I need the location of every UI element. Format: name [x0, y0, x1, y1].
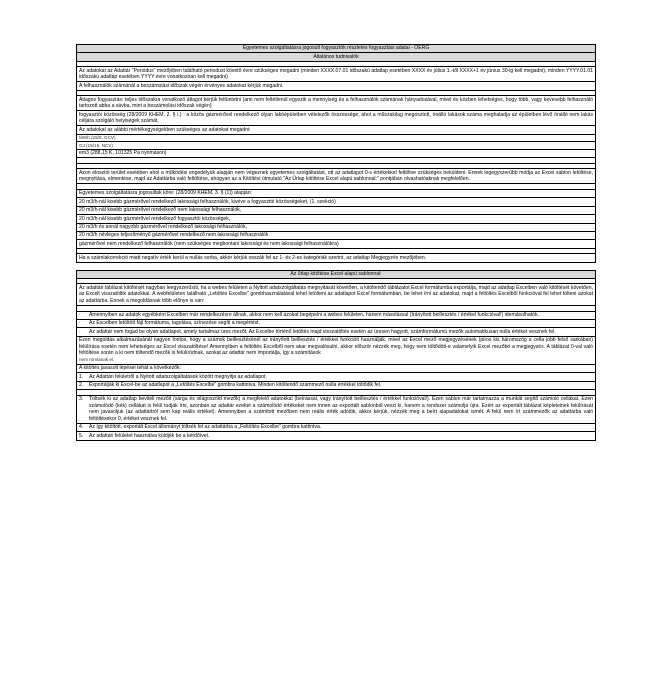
- users-count-text: A felhasználók számánál a beszámolási időszak végén érvényes adatokat kérjük megadni.: [77, 82, 595, 90]
- negative-value-text: Ha a számlakorrekció miatt negatív érték kerül a nullás sorba, akkor kérjük osszák fel az 1- és 2-es kategóriák szerint, az adatlap Megjegyzés mezőjében.: [79, 254, 427, 261]
- eligible-category: 20 m3/h-nál kisebb gázmérővel rendelkező lakossági felhasználók, kivéve a fogyasztói közösségeket, (1. szekció): [77, 198, 595, 206]
- average-consumption-text: Átlagos fogyasztás: teljes időszakra vonatkozó átlagot kérjük feltüntetni (ami nem feltétlenül egyezik a mennyiség és a felhasználók számának hányadosával, mivel év közben lehetséges, hogy több, vagy kevesebb felhasználó tartozott abba a sávba, mint a beszámolási időszak végén): [79, 96, 593, 110]
- advantage-item: · Az adattár nem fogad be olyan adatlapot, amely tartalmaz üres mezőt. Az Excelbe történő letöltés majd visszatöltés esetén az üresen hagyott, számformátumú mezők automatikusan nulla értéket vesznek fel.: [77, 328, 595, 336]
- instruction-sheet: [76, 44, 596, 448]
- excel-intro-text: Az adattári táblázat kitöltését nagyban leegyszerűsíti, ha a webes felületen a Nyitott adatszolgáltatás megnyitását követően, a kitöltendő táblázatot Excel formátumba exportálja, majd az adatlap Excelben való kitöltését követően, az Excelt visszatöltik adatokkal. A webfelületen található „Letöltés Excelbe" gombhasználatával lehet letölteni az adatlapot Excel formátumban, be lehet írni az adatokat, majd a feltöltés Excelből funkcióval fel lehet tölteni azokat az adattárba. Ennek a megoldásnak több előnye is van:: [79, 284, 593, 305]
- table-title: Az űrlap kitöltése Excel alapú sablonnal:: [77, 271, 595, 279]
- units-intro-text: Az adatokat az alábbi mértékegységekben szükséges az adatokat megadni:: [77, 126, 595, 134]
- eligible-category: 20 m3/h és annál nagyobb gázmérővel rendelkező lakossági felhasználók,: [77, 224, 595, 232]
- eligible-intro-text: Egyetemes szolgáltatásra jogosultak köre: (28/2009 KHEM, 3. § (1)) alapján:: [77, 190, 595, 198]
- step-item: 5. Az adattári felületet használva küldjék be a kérdőívet.: [79, 432, 210, 439]
- distribution-area-text: Azon elosztói terület esetében ahol a működési engedélyük alapján nem végeznek egyetemes szolgáltatást, ott az adatlapot 0-s értékekkel feltöltve szükséges beküldeni. Ennek legegyszerűbb módja az Excel sablon letöltése, megnyitása, elmentése, majd az Adattárba való feltöltése, ahogyan az a Kitöltési útmutató "Az Űrlap kitöltése Excel alapú sablonnal:" pontjában olvashatóaknak megfelelően.: [79, 169, 593, 183]
- advantage-item: · Az Excelben letöltött fájl formátuma, tagolása, színezése segíti a megértést.: [77, 320, 595, 328]
- paste-warning-text: Ezen megoldás alkalmazásánál nagyon fontos, hogy a számok beillesztésénél az irányított beillesztés / értékkel funkcióit használják, mivel az Excel mező megjegyzésének (piros kis háromszög a cella jobb felső sarkában) felülírása esetén nem lehetséges az Excel visszatöltése! Amennyiben a feltöltés Excelből nem akar megvalósulni, akkor először nézzék meg, hogy nem töltődött-e valamelyik Excel mezőbó a megjegyzés. A táblázat 0-val való feltöltése során a ki nem töltendő mezők is felülíródnak, azokat az adattár nem importálja, így a számítások nem romlanak el.: [77, 337, 595, 365]
- unit-item: em3 (288,15 K, 101325 Pa nyomáson): [77, 150, 595, 158]
- unit-item: MWh (25/0, GCV): [77, 135, 595, 143]
- step-item: 1. Az Adattári felületről a Nyitott adatszolgáltatások között megnyitja az adatlapot.: [77, 373, 595, 381]
- step-item: 4. Az így kitöltött, exportált Excel állományt töltsék fel az adattárba a „Feltöltés Excelbe" gombra kattintva.: [77, 424, 595, 432]
- step-item: 2. Exportálják ki Excel-be az adatlapot a „Letöltés Excelbe" gombra kattintva. Minden kitöltendő számmező nulla értékkel töltődik fel.: [77, 382, 595, 390]
- excel-template-table: [76, 270, 596, 441]
- steps-intro-text: A kitöltés javasolt lépései tehát a következők:: [77, 365, 595, 373]
- general-info-table: [76, 44, 596, 263]
- consumer-community-text: fogyasztói közösség (28/2009 KHEM, 2. § i.) : a közös gázmérővel rendelkező olyan lakóépületben vételezők összessége, ahol a műszakilag megosztott, önálló lakások száma meghaladja az épületben lévő önálló nem lakás céljára szolgáló helyiségek számát,: [79, 111, 593, 125]
- eligible-category: gázmérővel nem rendelkező felhasználók (nem szükséges megbontani lakossági és nem lakossági felhasználókra): [77, 240, 595, 248]
- eligible-category: 20 m3/h-nál kisebb gázmérővel rendelkező nem lakossági felhasználók,: [77, 207, 595, 215]
- period-text: Az adatokat az Adattár "Periódus" mezőjében található periodust követő évre szükséges megadni (minden XXXX.07.01 időszakú adatlap esetében XXXX év július 1.-től XXXX+1 év június 30-ig kell megadni), minden YYYY.01.01 időszakú adatlap esetében YYYY évre vonatkozóan kell megadni): [79, 67, 593, 81]
- step-item: 3. Töltsék ki az adatlap beviteli mezőit (sárga és világoszöld mezők) a megfelelő adatokkal (beírással, vagy Irányított beillesztés / értékkel funkcióval!). Ezen sablon már tartalmazza a munkát segítő számoló cellákat. Ezen számolódó (kék) cellákat is felül tudják írni, azonban az adattár ezeket a számolódó értékeket nem innen az exportált sablonból veszi ki, hanem a rendszer számolja újra. Ezért az exportált táblázat képleteinek felülírását nem javasoljuk (az adattárból sem kap reális értéket). Amennyiben a számított mezőben nem reális érték adódik, akkor kérjük, nézzék meg a beírt alapadatokat ismét. A felül nem írt számmezők az adattárba való feltöltésekor 0, értéket vesznek fel.: [79, 396, 593, 422]
- unit-item: GJ (15/15, NCV): [77, 142, 595, 150]
- table-title: Egyetemes szolgáltatásra jogosult fogyasztók részletes fogyasztási adatai - OERG: [77, 45, 595, 53]
- advantage-item: · Amennyiben az adatok egyébként Excelben már rendelkezésre állnak, akkor nem kell azokat begépelni a webes felületen, hanem másolással (Irányított beillesztés / értékel funkcióval!) idemásolhatók.: [77, 312, 595, 320]
- paste-warning-note: nem romlanak el.: [79, 356, 115, 362]
- eligible-category: 20 m3/h-nál kisebb gázmérővel rendelkező fogyasztói közösségek,: [77, 215, 595, 223]
- eligible-category: 20 m3/h névleges teljesítményű gázmérővel rendelkező nem lakossági felhasználók: [77, 232, 595, 240]
- table-subtitle: Általános tudnivalók: [77, 53, 595, 61]
